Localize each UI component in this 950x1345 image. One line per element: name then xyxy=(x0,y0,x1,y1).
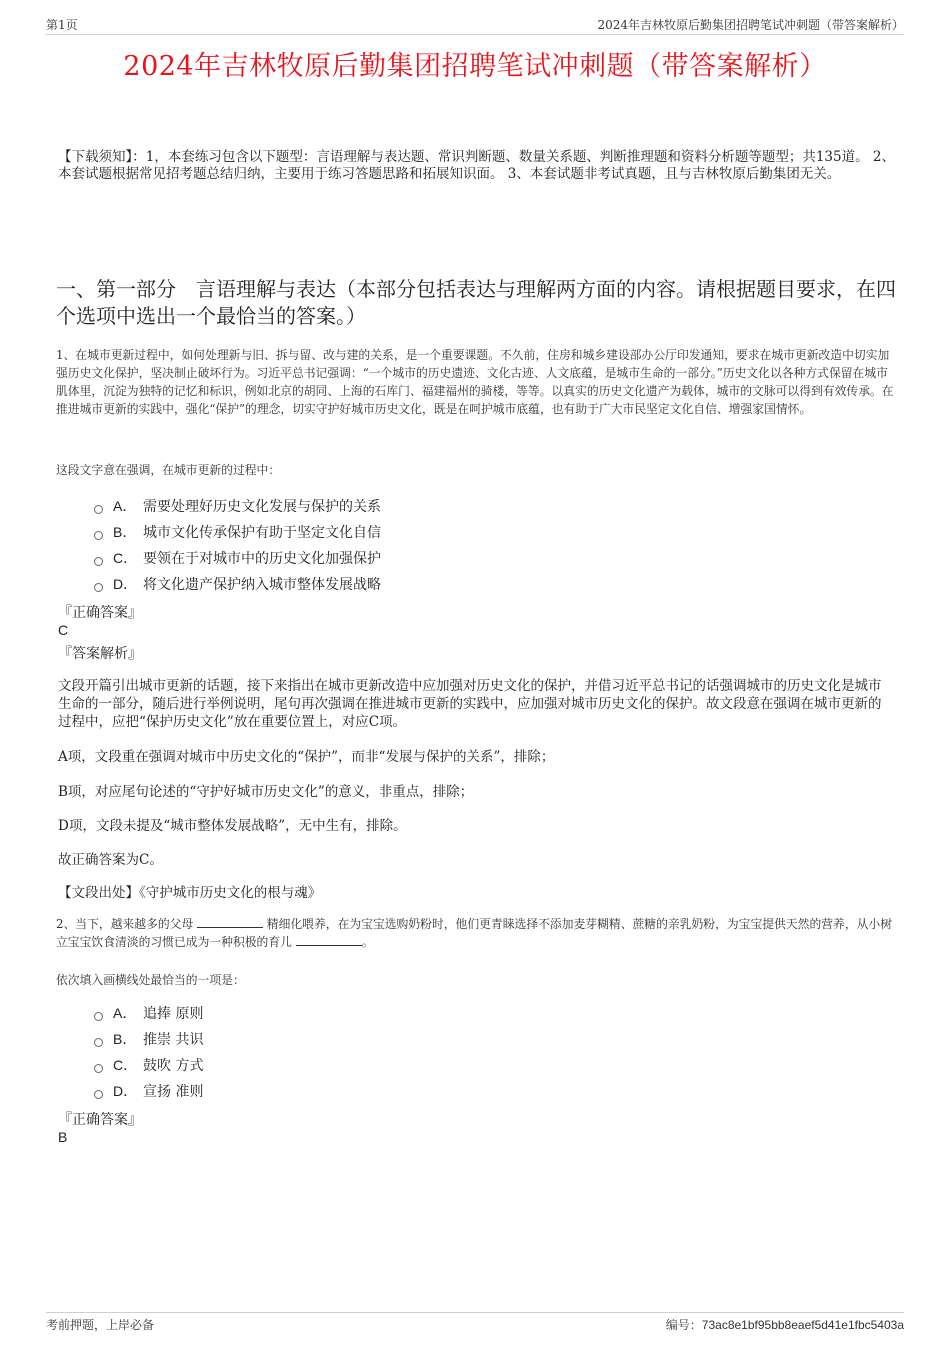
question-2-stem xyxy=(56,915,898,951)
radio-icon[interactable] xyxy=(94,557,103,566)
section-heading: 一、第一部分 言语理解与表达（本部分包括表达与理解两方面的内容。请根据题目要求，在四个选项中选出一个最恰当的答案。） xyxy=(56,277,896,328)
option-key: A． xyxy=(113,498,137,514)
option-text: 鼓吹 方式 xyxy=(143,1058,204,1074)
radio-icon[interactable] xyxy=(94,531,103,540)
question-1-options xyxy=(94,493,381,597)
option-text: 推崇 共识 xyxy=(143,1032,204,1048)
footer-slogan: 考前押题，上岸必备 xyxy=(46,1318,155,1332)
fill-blank xyxy=(197,915,263,928)
radio-icon[interactable] xyxy=(94,505,103,514)
option-key: B． xyxy=(113,1031,137,1047)
stem-part: 。 xyxy=(361,935,374,949)
analysis-b-note: B项，对应尾句论述的“守护好城市历史文化”的意义，非重点，排除； xyxy=(58,784,474,800)
stem-part: 精细化喂养，在为宝宝选购奶粉时，他们更青睐选择不添加麦芽糊精、蔗糖的亲乳奶粉，为宝宝提供天然的营养，从小树立宝宝饮食清淡的习惯已成为一种积极的育儿 xyxy=(56,917,893,949)
option-text: 需要处理好历史文化发展与保护的关系 xyxy=(143,499,381,515)
option-b[interactable] xyxy=(94,519,381,545)
radio-icon[interactable] xyxy=(94,1090,103,1099)
option-c[interactable] xyxy=(94,1052,203,1078)
answer-value: B xyxy=(58,1129,68,1145)
option-key: C． xyxy=(113,1057,138,1073)
question-1-stem: 1、在城市更新过程中，如何处理新与旧、拆与留、改与建的关系，是一个重要课题。不久前，住房和城乡建设部办公厅印发通知，要求在城市更新改造中切实加强历史文化保护，坚决制止破坏行为。习近平总书记强调：“一个城市的历史遗迹、文化古迹、人文底蕴，是城市生命的一部分。”历史文化以各种方式保留在城市肌体里，沉淀为独特的记忆和标识，例如北京的胡同、上海的石库门、福建福州的骑楼，等等。以真实的历史文化遗产为载体，城市的文脉可以得到有效传承。在推进城市更新的实践中，强化“保护”的理念，切实守护好城市历史文化，既是在呵护城市底蕴，也有助于广大市民坚定文化自信、增强家国情怀。 xyxy=(56,348,894,416)
header-doc-title: 2024年吉林牧原后勤集团招聘笔试冲刺题（带答案解析） xyxy=(597,18,904,32)
download-notice: 【下载须知】：1，本套练习包含以下题型：言语理解与表达题、常识判断题、数量关系题、判断推理题和资料分析题等题型；共135道。 2、本套试题根据常见招考题总结归纳，主要用于练习答题思路和拓展知识面。 3、本套试题非考试真题，且与吉林牧原后勤集团无关。 xyxy=(58,149,895,182)
question-2-options xyxy=(94,1000,203,1104)
analysis-d-note: D项，文段未提及“城市整体发展战略”，无中生有，排除。 xyxy=(58,818,407,834)
option-text: 城市文化传承保护有助于坚定文化自信 xyxy=(143,525,381,541)
code-label: 编号： xyxy=(665,1318,702,1332)
option-b[interactable] xyxy=(94,1026,203,1052)
option-text: 将文化遗产保护纳入城市整体发展战略 xyxy=(143,577,381,593)
analysis-label: 『答案解析』 xyxy=(58,646,142,662)
option-c[interactable] xyxy=(94,545,381,571)
question-2-prompt: 依次填入画横线处最恰当的一项是： xyxy=(56,973,245,987)
question-1-prompt: 这段文字意在强调，在城市更新的过程中： xyxy=(56,463,281,477)
option-key: D． xyxy=(113,576,138,592)
fill-blank xyxy=(296,933,362,946)
option-d[interactable] xyxy=(94,1078,203,1104)
radio-icon[interactable] xyxy=(94,1064,103,1073)
radio-icon[interactable] xyxy=(94,1038,103,1047)
code-value: 73ac8e1bf95bb8eaef5d41e1fbc5403a xyxy=(701,1318,904,1332)
page-number: 第1页 xyxy=(46,18,78,32)
source-citation: 【文段出处】《守护城市历史文化的根与魂》 xyxy=(58,885,322,901)
option-key: D． xyxy=(113,1083,138,1099)
option-text: 宣扬 准则 xyxy=(143,1084,204,1100)
option-a[interactable] xyxy=(94,493,381,519)
footer-code xyxy=(666,1316,904,1333)
option-text: 追捧 原则 xyxy=(143,1006,204,1022)
analysis-text: 文段开篇引出城市更新的话题，接下来指出在城市更新改造中应加强对历史文化的保护，并借习近平总书记的话强调城市的历史文化是城市生命的一部分，随后进行举例说明，尾句再次强调在推进城市更新的实践中，应加强对城市历史文化的保护。故文段意在强调在城市更新的过程中，应把“保护历史文化”放在重要位置上，对应C项。 xyxy=(58,678,882,730)
analysis-conclusion: 故正确答案为C。 xyxy=(58,852,163,868)
page-header xyxy=(46,14,904,35)
option-a[interactable] xyxy=(94,1000,203,1026)
option-key: B． xyxy=(113,524,137,540)
analysis-a-note: A项，文段重在强调对城市中历史文化的“保护”，而非“发展与保护的关系”，排除； xyxy=(58,749,555,765)
radio-icon[interactable] xyxy=(94,583,103,592)
answer-label: 『正确答案』 xyxy=(58,1112,142,1128)
option-key: C． xyxy=(113,550,138,566)
option-text: 要领在于对城市中的历史文化加强保护 xyxy=(143,551,381,567)
option-d[interactable] xyxy=(94,571,381,597)
radio-icon[interactable] xyxy=(94,1012,103,1021)
document-title: 2024年吉林牧原后勤集团招聘笔试冲刺题（带答案解析） xyxy=(123,51,827,82)
answer-label: 『正确答案』 xyxy=(58,605,142,621)
option-key: A． xyxy=(113,1005,137,1021)
answer-value: C xyxy=(58,622,69,638)
page-footer xyxy=(46,1312,904,1332)
stem-part: 2、当下，越来越多的父母 xyxy=(56,917,194,931)
